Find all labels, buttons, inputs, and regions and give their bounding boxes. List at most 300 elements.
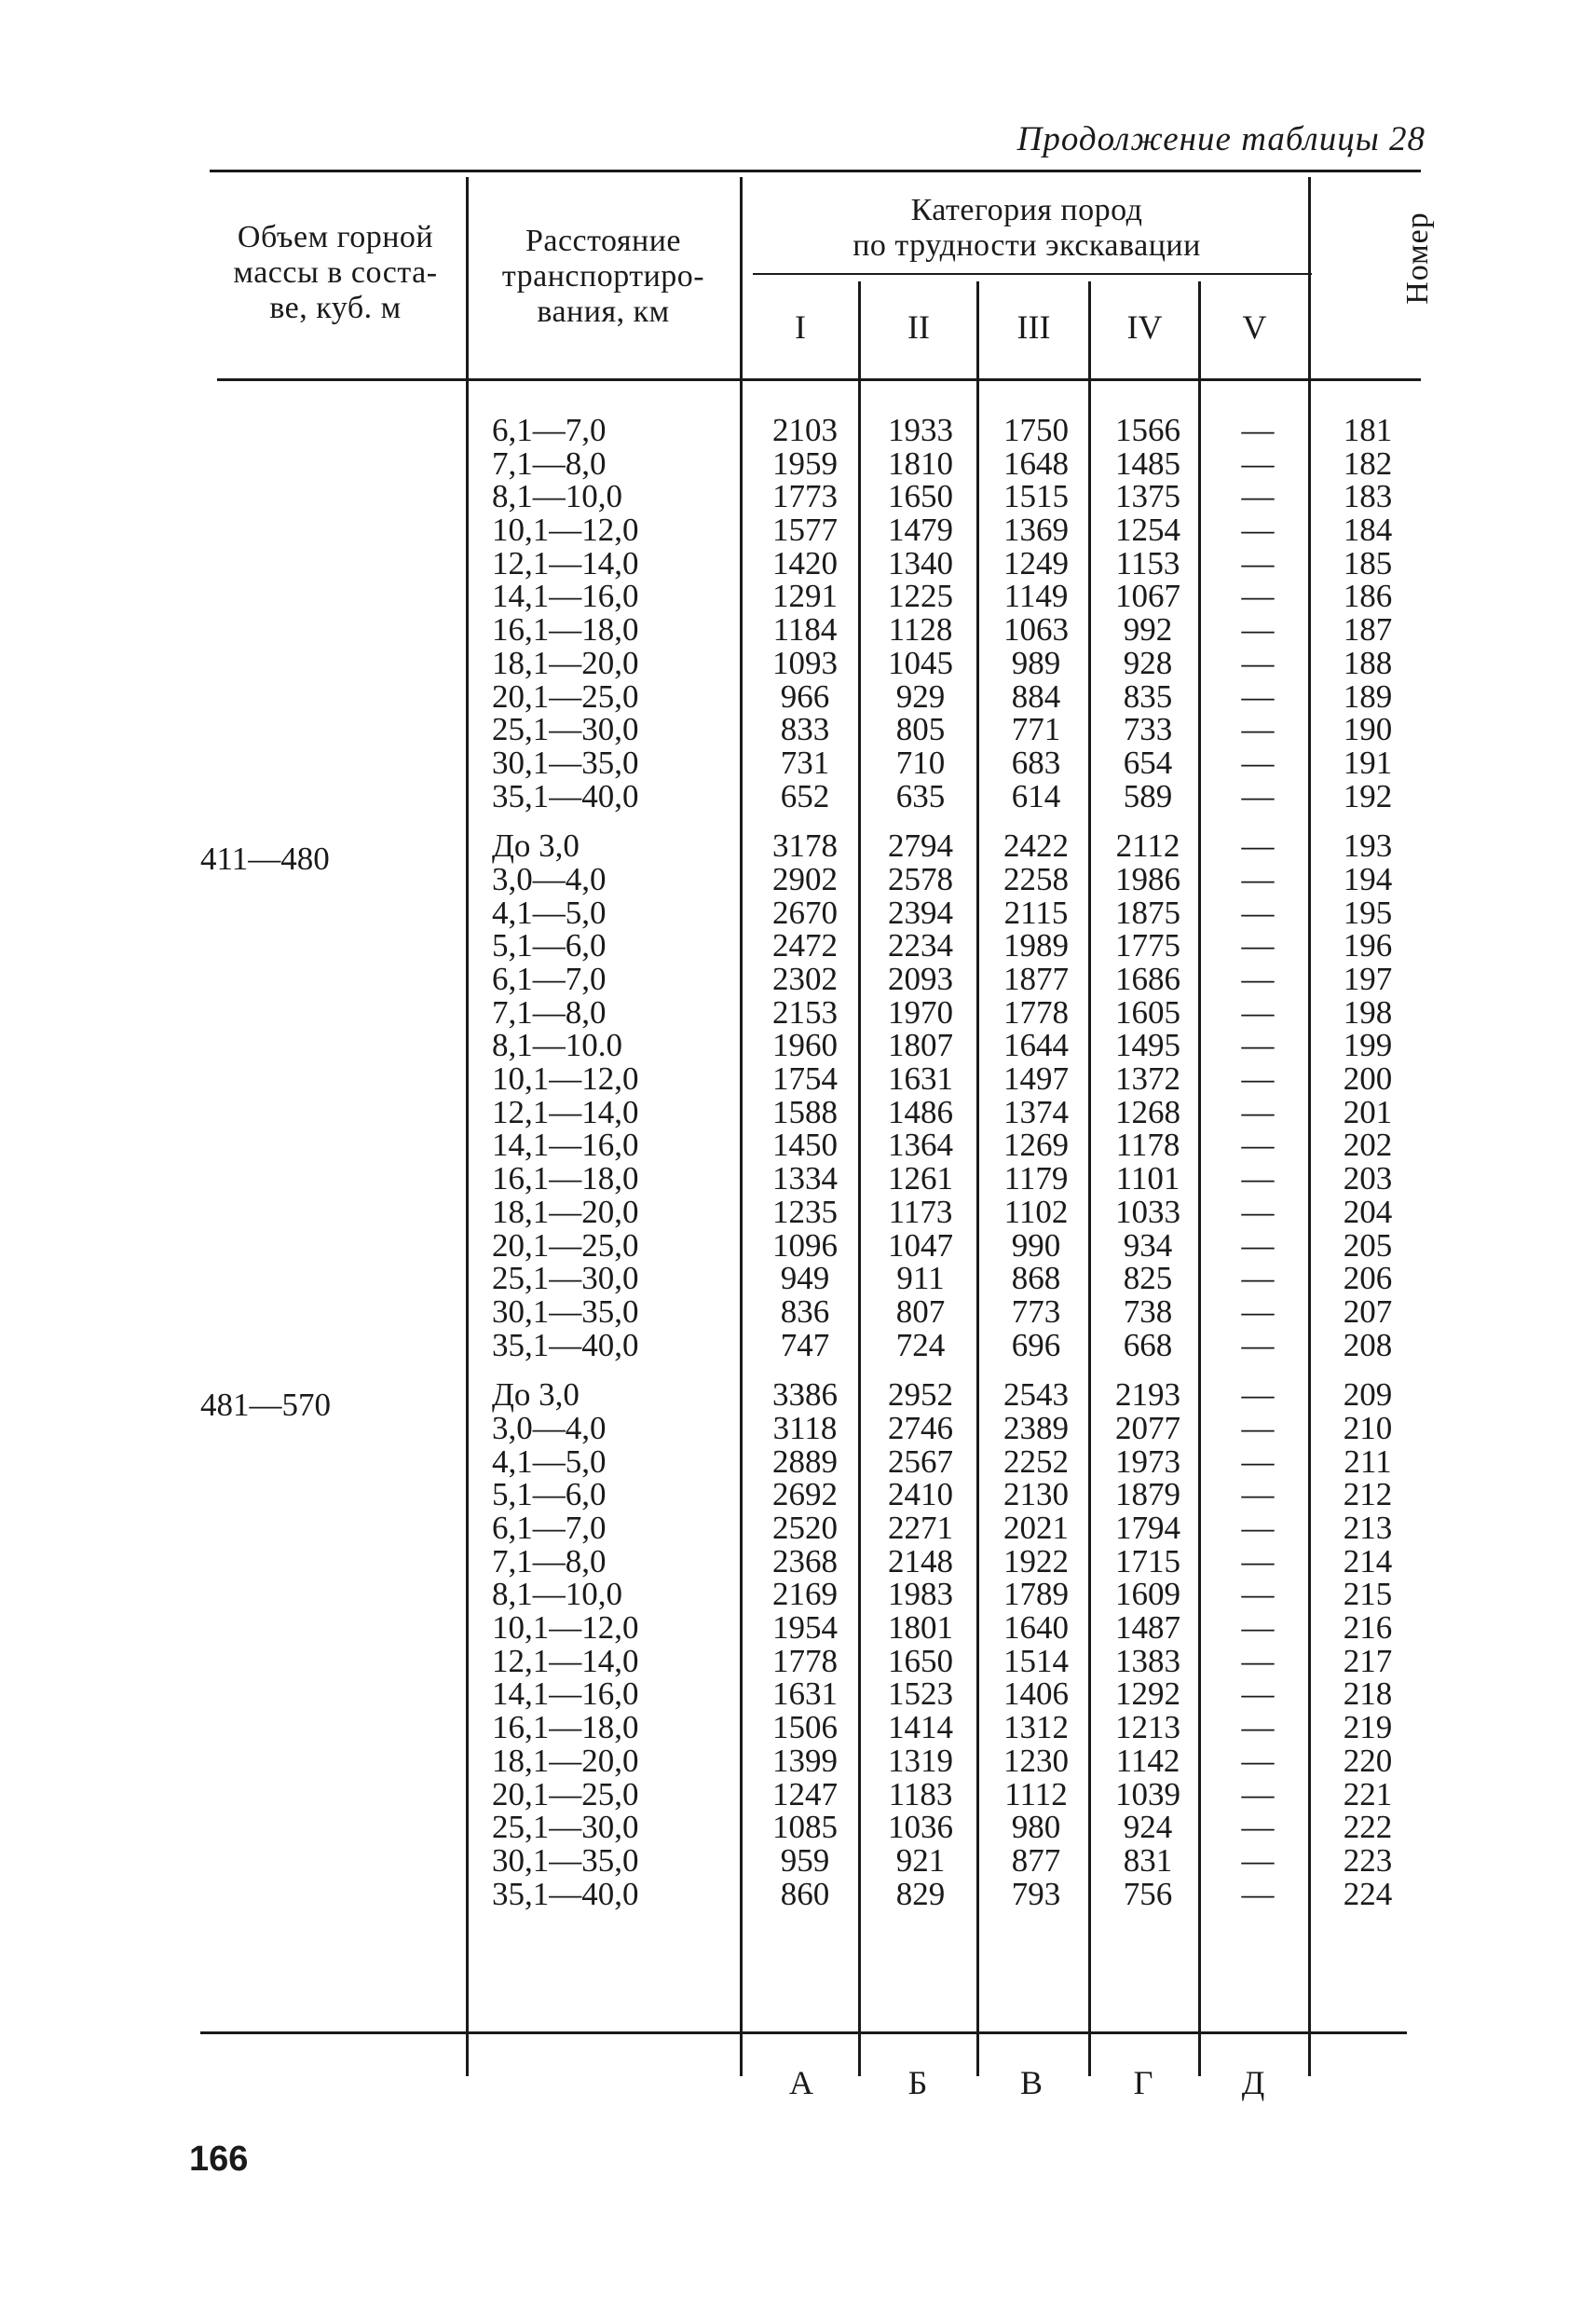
category-v-cell: —	[1241, 1875, 1275, 1912]
nomer-cell: 203	[1343, 1160, 1393, 1197]
category-i-cell: 1093	[772, 644, 838, 681]
category-v-cell: —	[1241, 1260, 1275, 1297]
category-ii-cell: 1983	[888, 1576, 953, 1613]
nomer-cell: 196	[1343, 927, 1393, 964]
nomer-cell: 207	[1343, 1292, 1393, 1330]
category-i-cell: 1450	[772, 1127, 838, 1164]
nomer-cell: 198	[1343, 993, 1393, 1031]
category-ii-cell: 1631	[888, 1060, 953, 1098]
category-v-cell: —	[1241, 1226, 1275, 1264]
nomer-cell: 183	[1343, 478, 1393, 515]
category-v-cell: —	[1241, 1326, 1275, 1363]
category-ii-cell: 724	[895, 1326, 946, 1363]
category-iv-cell: 1372	[1115, 1060, 1180, 1098]
distance-cell: 7,1—8,0	[492, 444, 607, 482]
distance-cell: 4,1—5,0	[492, 894, 607, 931]
category-iv-cell: 2112	[1115, 827, 1180, 865]
category-iv-cell: 1213	[1115, 1709, 1180, 1746]
category-v-cell: —	[1241, 894, 1275, 931]
category-i-cell: 833	[780, 711, 830, 748]
top-rule	[210, 170, 1421, 172]
category-v-cell: —	[1241, 860, 1275, 897]
header-volume	[210, 220, 461, 326]
distance-cell: 20,1—25,0	[492, 677, 639, 715]
nomer-column	[1321, 414, 1414, 1910]
category-ii-cell: 1650	[888, 1642, 953, 1679]
category-iv-cell: 1153	[1115, 544, 1180, 581]
category-iii-cell: 1249	[1003, 544, 1069, 581]
category-iii-cell: 2422	[1003, 827, 1069, 865]
category-v-cell: —	[1241, 927, 1275, 964]
nomer-cell: 215	[1343, 1576, 1393, 1613]
nomer-cell: 189	[1343, 677, 1393, 715]
nomer-cell: 220	[1343, 1742, 1393, 1779]
category-ii-cell: 1340	[888, 544, 953, 581]
category-iv-cell: 835	[1123, 677, 1173, 715]
distance-cell: 35,1—40,0	[492, 1326, 639, 1363]
category-v-cell: —	[1241, 1542, 1275, 1579]
category-iv-cell: 2193	[1115, 1376, 1180, 1414]
category-v-cell: —	[1241, 1376, 1275, 1414]
category-i-cell: 2368	[772, 1542, 838, 1579]
page-number: 166	[189, 2140, 249, 2179]
category-ii-cell: 2567	[888, 1443, 953, 1480]
header-distance-line: Расстояние	[525, 224, 682, 258]
category-v-cell: —	[1241, 1193, 1275, 1230]
category-iv-cell: 1775	[1115, 927, 1180, 964]
category-ii-cell: 1933	[888, 412, 953, 448]
nomer-cell: 221	[1343, 1775, 1393, 1812]
category-i-cell: 860	[780, 1875, 830, 1912]
distance-cell: 10,1—12,0	[492, 512, 639, 549]
header-category-i: I	[795, 308, 806, 346]
nomer-cell: 214	[1343, 1542, 1393, 1579]
distance-cell: 16,1—18,0	[492, 1709, 639, 1746]
category-iii-cell: 771	[1011, 711, 1061, 748]
category-iv-cell: 1254	[1115, 512, 1180, 549]
category-iv-column	[1098, 414, 1198, 1910]
divider-i-ii	[858, 281, 861, 2076]
category-i-cell: 1184	[772, 611, 838, 649]
category-i-cell: 747	[780, 1326, 830, 1363]
category-iv-cell: 924	[1123, 1809, 1173, 1846]
distance-cell: 12,1—14,0	[492, 1093, 639, 1130]
volume-label-group-2: 411—480	[200, 841, 330, 877]
category-i-cell: 652	[780, 777, 830, 814]
category-iii-cell: 614	[1011, 777, 1061, 814]
category-i-cell: 1399	[772, 1742, 838, 1779]
divider-iv-v	[1198, 281, 1201, 2076]
nomer-cell: 219	[1343, 1709, 1393, 1746]
distance-cell: 16,1—18,0	[492, 1160, 639, 1197]
category-i-cell: 836	[780, 1292, 830, 1330]
category-ii-cell: 1970	[888, 993, 953, 1031]
category-ii-cell: 1036	[888, 1809, 953, 1846]
category-ii-cell: 1650	[888, 478, 953, 515]
distance-cell: 10,1—12,0	[492, 1609, 639, 1647]
distance-cell: 20,1—25,0	[492, 1226, 639, 1264]
category-iii-cell: 773	[1011, 1292, 1061, 1330]
footer-letter-g: Г	[1133, 2064, 1153, 2101]
nomer-cell: 222	[1343, 1809, 1393, 1846]
category-v-cell: —	[1241, 1510, 1275, 1546]
header-volume-line: Объем горной	[237, 220, 434, 254]
nomer-cell: 185	[1343, 544, 1393, 581]
category-iii-cell: 989	[1011, 644, 1061, 681]
category-ii-cell: 807	[895, 1292, 946, 1330]
category-iv-cell: 738	[1123, 1292, 1173, 1330]
category-v-cell: —	[1241, 1409, 1275, 1446]
category-iii-cell: 980	[1011, 1809, 1061, 1846]
divider-ii-iii	[976, 281, 979, 2076]
nomer-cell: 218	[1343, 1675, 1393, 1713]
nomer-cell: 187	[1343, 611, 1393, 649]
category-i-cell: 2670	[772, 894, 838, 931]
category-v-cell: —	[1241, 827, 1275, 865]
category-iii-cell: 2130	[1003, 1476, 1069, 1513]
category-i-cell: 3118	[772, 1409, 838, 1446]
header-category-line: Категория пород	[910, 193, 1143, 227]
nomer-cell: 202	[1343, 1127, 1393, 1164]
distance-cell: 30,1—35,0	[492, 1292, 639, 1330]
category-i-cell: 1577	[772, 512, 838, 549]
nomer-cell: 191	[1343, 744, 1393, 781]
distance-cell: 18,1—20,0	[492, 1193, 639, 1230]
category-iii-cell: 683	[1011, 744, 1061, 781]
category-v-cell: —	[1241, 1576, 1275, 1613]
distance-cell: 14,1—16,0	[492, 578, 639, 615]
category-ii-cell: 911	[896, 1260, 945, 1297]
category-iii-cell: 1648	[1003, 444, 1069, 482]
category-v-cell: —	[1241, 1127, 1275, 1164]
category-i-cell: 1773	[772, 478, 838, 515]
distance-cell: 35,1—40,0	[492, 777, 639, 814]
category-iii-cell: 1312	[1003, 1709, 1069, 1746]
header-distance	[471, 224, 736, 330]
category-iii-cell: 1750	[1003, 412, 1069, 448]
nomer-cell: 184	[1343, 512, 1393, 549]
category-v-cell: —	[1241, 512, 1275, 549]
distance-cell: 14,1—16,0	[492, 1675, 639, 1713]
category-v-cell: —	[1241, 1292, 1275, 1330]
nomer-cell: 208	[1343, 1326, 1393, 1363]
category-iii-cell: 877	[1011, 1841, 1061, 1879]
category-v-cell: —	[1241, 644, 1275, 681]
category-iv-cell: 934	[1123, 1226, 1173, 1264]
category-iii-cell: 1374	[1003, 1093, 1069, 1130]
distance-cell: До 3,0	[492, 1376, 580, 1414]
category-iii-cell: 1877	[1003, 961, 1069, 997]
category-v-cell: —	[1241, 1809, 1275, 1846]
category-iii-cell: 1789	[1003, 1576, 1069, 1613]
category-v-cell: —	[1241, 677, 1275, 715]
distance-cell: 14,1—16,0	[492, 1127, 639, 1164]
category-ii-cell: 2271	[888, 1510, 953, 1546]
category-ii-cell: 1486	[888, 1093, 953, 1130]
category-iii-cell: 1514	[1003, 1642, 1069, 1679]
category-i-cell: 3386	[772, 1376, 838, 1414]
category-v-cell: —	[1241, 1775, 1275, 1812]
category-v-cell: —	[1241, 1093, 1275, 1130]
category-iii-cell: 1230	[1003, 1742, 1069, 1779]
distance-cell: 8,1—10,0	[492, 478, 622, 515]
header-category	[745, 193, 1308, 264]
nomer-cell: 216	[1343, 1609, 1393, 1647]
header-nomer: Номер	[1400, 212, 1435, 305]
divider-distance-category	[740, 177, 743, 2076]
category-v-cell: —	[1241, 611, 1275, 649]
category-i-cell: 2902	[772, 860, 838, 897]
category-iii-cell: 2389	[1003, 1409, 1069, 1446]
category-ii-cell: 1225	[888, 578, 953, 615]
header-volume-line: ве, куб. м	[269, 291, 402, 325]
distance-cell: 3,0—4,0	[492, 1409, 607, 1446]
distance-cell: 35,1—40,0	[492, 1875, 639, 1912]
category-iii-cell: 696	[1011, 1326, 1061, 1363]
distance-cell: 25,1—30,0	[492, 1809, 639, 1846]
category-v-cell: —	[1241, 777, 1275, 814]
category-iii-cell: 1515	[1003, 478, 1069, 515]
nomer-cell: 209	[1343, 1376, 1393, 1414]
nomer-cell: 211	[1344, 1443, 1392, 1480]
nomer-cell: 193	[1343, 827, 1393, 865]
category-iii-cell: 1922	[1003, 1542, 1069, 1579]
category-ii-cell: 1183	[888, 1775, 953, 1812]
distance-cell: 12,1—14,0	[492, 544, 639, 581]
category-v-cell: —	[1241, 961, 1275, 997]
distance-cell: 25,1—30,0	[492, 1260, 639, 1297]
divider-volume-distance	[466, 177, 469, 2076]
category-iv-cell: 668	[1123, 1326, 1173, 1363]
nomer-cell: 200	[1343, 1060, 1393, 1098]
category-ii-cell: 929	[895, 677, 946, 715]
category-v-cell: —	[1241, 1609, 1275, 1647]
category-ii-cell: 2394	[888, 894, 953, 931]
category-iv-cell: 1605	[1115, 993, 1180, 1031]
category-ii-cell: 2410	[888, 1476, 953, 1513]
category-iv-cell: 589	[1123, 777, 1173, 814]
category-i-cell: 2169	[772, 1576, 838, 1613]
category-iv-cell: 1039	[1115, 1775, 1180, 1812]
category-v-cell: —	[1241, 1709, 1275, 1746]
nomer-cell: 206	[1343, 1260, 1393, 1297]
category-iii-column	[986, 414, 1086, 1910]
category-ii-cell: 1045	[888, 644, 953, 681]
category-iv-cell: 2077	[1115, 1409, 1180, 1446]
category-iv-cell: 1375	[1115, 478, 1180, 515]
category-v-cell: —	[1241, 412, 1275, 448]
nomer-cell: 205	[1343, 1226, 1393, 1264]
category-iii-cell: 1989	[1003, 927, 1069, 964]
category-i-cell: 2472	[772, 927, 838, 964]
category-ii-cell: 2578	[888, 860, 953, 897]
category-v-cell: —	[1241, 993, 1275, 1031]
category-iv-cell: 1973	[1115, 1443, 1180, 1480]
category-iii-cell: 1179	[1003, 1160, 1069, 1197]
category-i-cell: 1506	[772, 1709, 838, 1746]
category-i-cell: 1085	[772, 1809, 838, 1846]
category-i-cell: 731	[780, 744, 830, 781]
category-iii-cell: 2258	[1003, 860, 1069, 897]
category-ii-cell: 2746	[888, 1409, 953, 1446]
category-iv-cell: 1986	[1115, 860, 1180, 897]
category-iv-cell: 1715	[1115, 1542, 1180, 1579]
header-category-iii: III	[1016, 308, 1051, 346]
category-iii-cell: 1269	[1003, 1127, 1069, 1164]
nomer-cell: 192	[1343, 777, 1393, 814]
distance-cell: 5,1—6,0	[492, 927, 607, 964]
category-i-column	[755, 414, 855, 1910]
category-iii-cell: 793	[1011, 1875, 1061, 1912]
category-ii-cell: 1364	[888, 1127, 953, 1164]
category-iii-cell: 990	[1011, 1226, 1061, 1264]
category-iii-cell: 2543	[1003, 1376, 1069, 1414]
category-v-cell: —	[1241, 1675, 1275, 1713]
divider-v-nomer	[1308, 177, 1311, 2076]
category-iv-cell: 992	[1123, 611, 1173, 649]
category-ii-cell: 829	[895, 1875, 946, 1912]
category-i-cell: 1778	[772, 1642, 838, 1679]
nomer-cell: 182	[1343, 444, 1393, 482]
category-iii-cell: 1640	[1003, 1609, 1069, 1647]
category-ii-cell: 1047	[888, 1226, 953, 1264]
category-i-cell: 1291	[772, 578, 838, 615]
category-v-cell: —	[1241, 544, 1275, 581]
category-i-cell: 2889	[772, 1443, 838, 1480]
category-ii-cell: 1807	[888, 1027, 953, 1064]
category-v-cell: —	[1241, 1443, 1275, 1480]
header-distance-line: вания, км	[537, 294, 670, 329]
footer-letter-b: Б	[907, 2064, 928, 2101]
category-ii-cell: 1801	[888, 1609, 953, 1647]
category-ii-cell: 2952	[888, 1376, 953, 1414]
category-ii-cell: 1319	[888, 1742, 953, 1779]
category-iv-cell: 1686	[1115, 961, 1180, 997]
category-iii-cell: 2115	[1003, 894, 1069, 931]
category-iii-cell: 884	[1011, 677, 1061, 715]
category-v-cell: —	[1241, 1160, 1275, 1197]
distance-cell: 8,1—10,0	[492, 1576, 622, 1613]
header-distance-line: транспортиро-	[501, 259, 705, 294]
nomer-cell: 204	[1343, 1193, 1393, 1230]
category-ii-cell: 710	[895, 744, 946, 781]
distance-cell: 25,1—30,0	[492, 711, 639, 748]
distance-cell: 20,1—25,0	[492, 1775, 639, 1812]
nomer-cell: 210	[1343, 1409, 1393, 1446]
category-i-cell: 2103	[772, 412, 838, 448]
category-v-cell: —	[1241, 1742, 1275, 1779]
category-i-cell: 3178	[772, 827, 838, 865]
nomer-cell: 224	[1343, 1875, 1393, 1912]
footer-letter-a: А	[789, 2064, 813, 2101]
category-i-cell: 1247	[772, 1775, 838, 1812]
distance-cell: 7,1—8,0	[492, 1542, 607, 1579]
nomer-cell: 197	[1343, 961, 1393, 997]
category-i-cell: 1235	[772, 1193, 838, 1230]
category-iv-cell: 654	[1123, 744, 1173, 781]
category-v-cell: —	[1241, 1642, 1275, 1679]
table-continuation-caption: Продолжение таблицы 28	[1016, 120, 1425, 158]
distance-cell: 6,1—7,0	[492, 1510, 607, 1546]
nomer-cell: 212	[1343, 1476, 1393, 1513]
category-i-cell: 1960	[772, 1027, 838, 1064]
category-iii-cell: 868	[1011, 1260, 1061, 1297]
category-ii-cell: 2794	[888, 827, 953, 865]
category-iii-cell: 1063	[1003, 611, 1069, 649]
category-ii-cell: 1261	[888, 1160, 953, 1197]
nomer-cell: 199	[1343, 1027, 1393, 1064]
distance-cell: До 3,0	[492, 827, 580, 865]
category-i-cell: 1631	[772, 1675, 838, 1713]
category-i-cell: 2520	[772, 1510, 838, 1546]
category-iii-cell: 1644	[1003, 1027, 1069, 1064]
category-ii-cell: 1414	[888, 1709, 953, 1746]
category-iv-cell: 1609	[1115, 1576, 1180, 1613]
category-v-cell: —	[1241, 711, 1275, 748]
header-volume-line: массы в соста-	[233, 255, 438, 290]
distance-column	[492, 414, 734, 1910]
header-category-iv: IV	[1126, 308, 1163, 346]
distance-cell: 18,1—20,0	[492, 644, 639, 681]
category-iii-cell: 2021	[1003, 1510, 1069, 1546]
distance-cell: 5,1—6,0	[492, 1476, 607, 1513]
category-iv-cell: 1485	[1115, 444, 1180, 482]
category-ii-cell: 1810	[888, 444, 953, 482]
category-iv-cell: 733	[1123, 711, 1173, 748]
category-ii-cell: 1523	[888, 1675, 953, 1713]
category-iv-cell: 831	[1123, 1841, 1173, 1879]
category-i-cell: 1959	[772, 444, 838, 482]
category-iv-cell: 825	[1123, 1260, 1173, 1297]
category-iii-cell: 2252	[1003, 1443, 1069, 1480]
distance-cell: 18,1—20,0	[492, 1742, 639, 1779]
category-iii-cell: 1149	[1003, 578, 1069, 615]
category-i-cell: 966	[780, 677, 830, 715]
nomer-cell: 194	[1343, 860, 1393, 897]
category-iv-cell: 1879	[1115, 1476, 1180, 1513]
category-ii-cell: 2093	[888, 961, 953, 997]
category-ii-cell: 805	[895, 711, 946, 748]
category-v-cell: —	[1241, 1841, 1275, 1879]
category-iii-cell: 1369	[1003, 512, 1069, 549]
category-iv-cell: 1566	[1115, 412, 1180, 448]
nomer-cell: 190	[1343, 711, 1393, 748]
nomer-cell: 186	[1343, 578, 1393, 615]
category-iii-cell: 1406	[1003, 1675, 1069, 1713]
header-category-v: V	[1242, 308, 1267, 346]
nomer-cell: 188	[1343, 644, 1393, 681]
category-iv-cell: 1794	[1115, 1510, 1180, 1546]
volume-label-group-3: 481—570	[200, 1387, 331, 1423]
nomer-cell: 213	[1343, 1510, 1393, 1546]
category-v-cell: —	[1241, 1060, 1275, 1098]
category-i-cell: 2692	[772, 1476, 838, 1513]
nomer-cell: 217	[1343, 1642, 1393, 1679]
distance-cell: 6,1—7,0	[492, 961, 607, 997]
category-i-cell: 1588	[772, 1093, 838, 1130]
category-iv-cell: 756	[1123, 1875, 1173, 1912]
category-ii-cell: 1479	[888, 512, 953, 549]
category-iv-cell: 1487	[1115, 1609, 1180, 1647]
category-i-cell: 1954	[772, 1609, 838, 1647]
category-i-cell: 1754	[772, 1060, 838, 1098]
category-i-cell: 949	[780, 1260, 830, 1297]
category-v-column	[1211, 414, 1304, 1910]
distance-cell: 8,1—10.0	[492, 1027, 622, 1064]
category-v-cell: —	[1241, 1476, 1275, 1513]
category-v-cell: —	[1241, 744, 1275, 781]
category-v-cell: —	[1241, 478, 1275, 515]
